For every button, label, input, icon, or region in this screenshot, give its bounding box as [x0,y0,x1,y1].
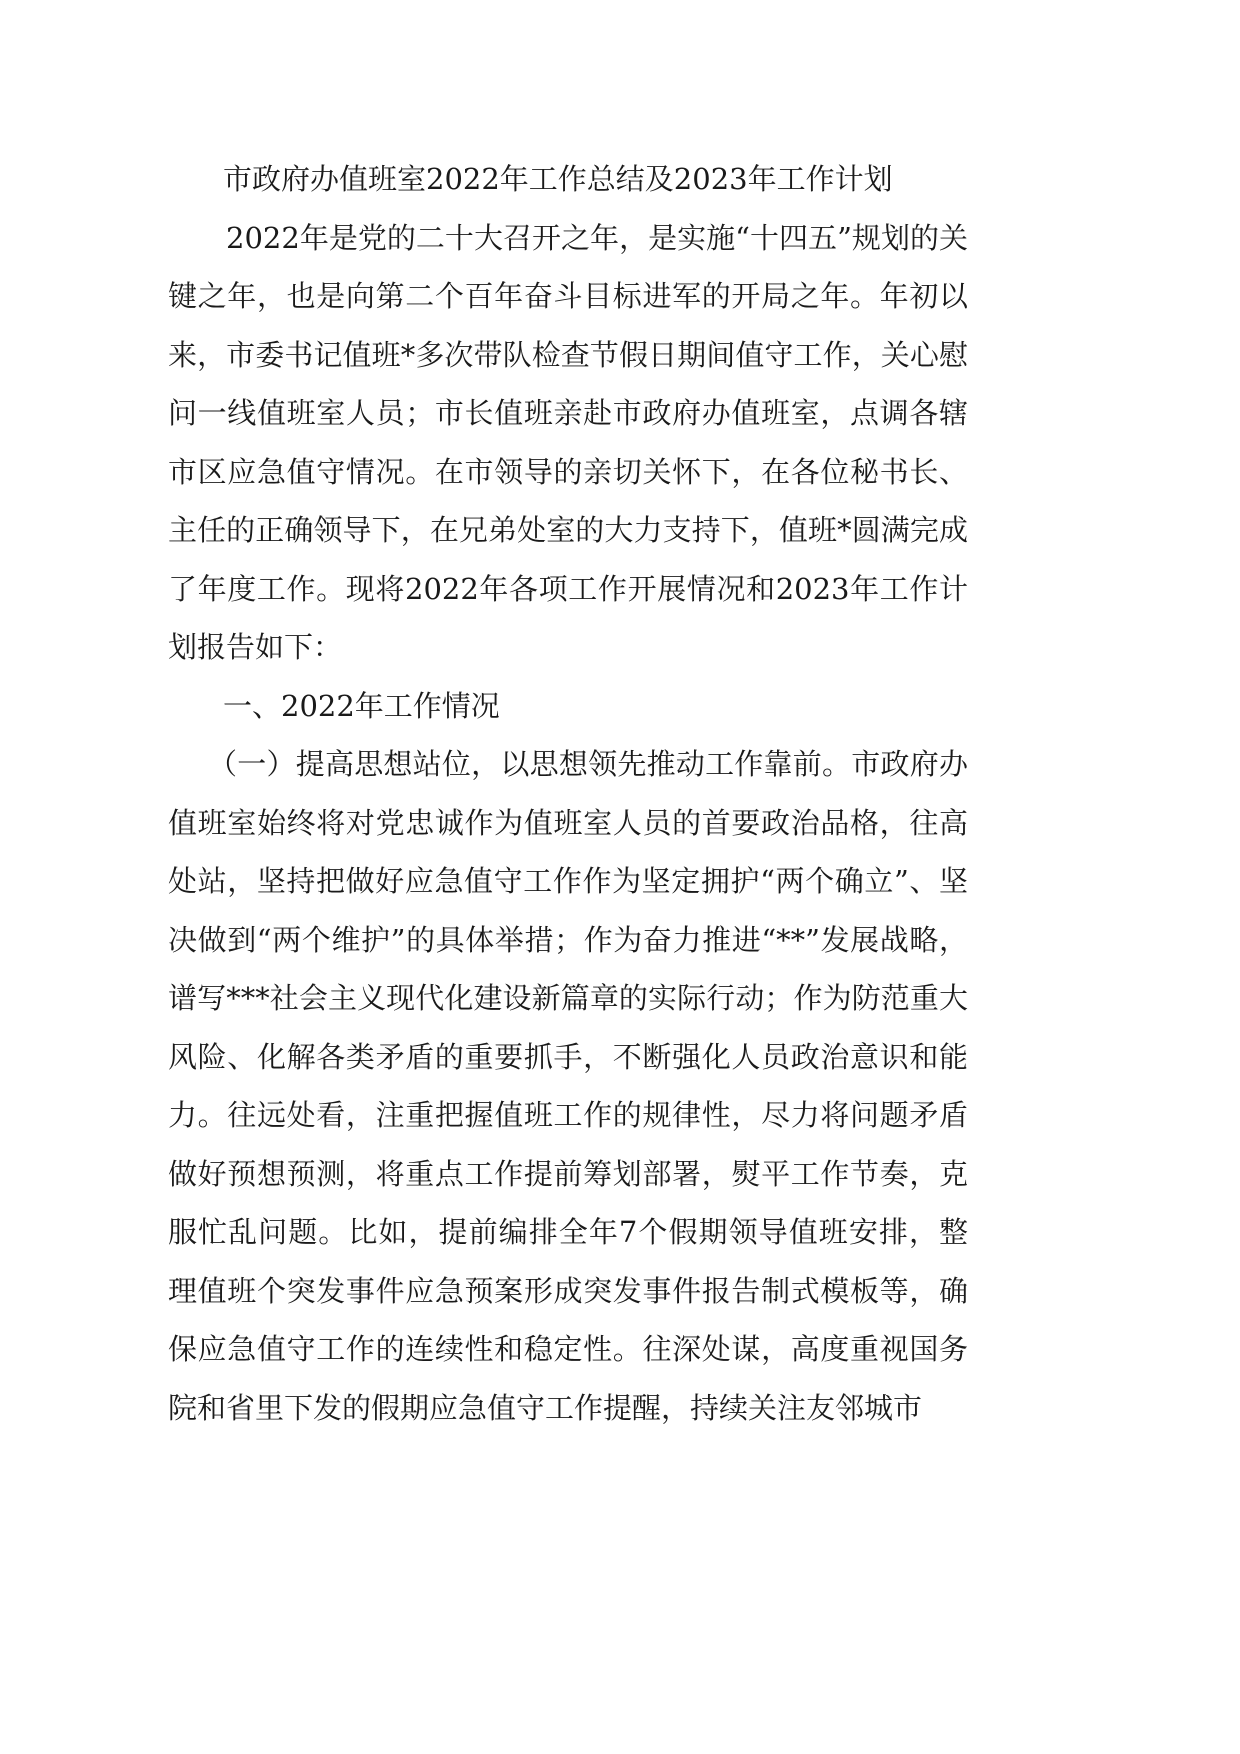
section-heading: 一、2022年工作情况 [223,688,500,723]
document-title: 市政府办值班室2022年工作总结及2023年工作计划 [223,162,893,196]
section-paragraph: （一）提高思想站位，以思想领先推动工作靠前。市政府办值班室始终将对党忠诚作为值班室人员的首要政治品格，往高处站，坚持把做好应急值守工作作为坚定拥护“两个确立”、坚决做到“两个维护”的具体举措；作为奋力推进“**”发展战略，谱写***社会主义现代化建设新篇章的实际行动；作为防范重大风险、化解各类矛盾的重要抓手，不断强化人员政治意识和能力。往远处看，注重把握值班工作的规律性，尽力将问题矛盾做好预想预测，将重点工作提前筹划部署，熨平工作节奏，克服忙乱问题。比如，提前编排全年7个假期领导值班安排，整理值班个突发事件应急预案形成突发事件报告制式模板等，确保应急值守工作的连续性和稳定性。往深处谋，高度重视国务院和省里下发的假期应急值守工作提醒，持续关注友邻城市 [168,747,968,1425]
intro-paragraph: 2022年是党的二十大召开之年，是实施“十四五”规划的关键之年，也是向第二个百年奋斗目标进军的开局之年。年初以来，市委书记值班*多次带队检查节假日期间值守工作，关心慰问一线值班室人员；市长值班亲赴市政府办值班室，点调各辖市区应急值守情况。在市领导的亲切关怀下，在各位秘书长、主任的正确领导下，在兄弟处室的大力支持下，值班*圆满完成了年度工作。现将2022年各项工作开展情况和2023年工作计划报告如下： [168,220,968,664]
document-body [168,150,968,1437]
